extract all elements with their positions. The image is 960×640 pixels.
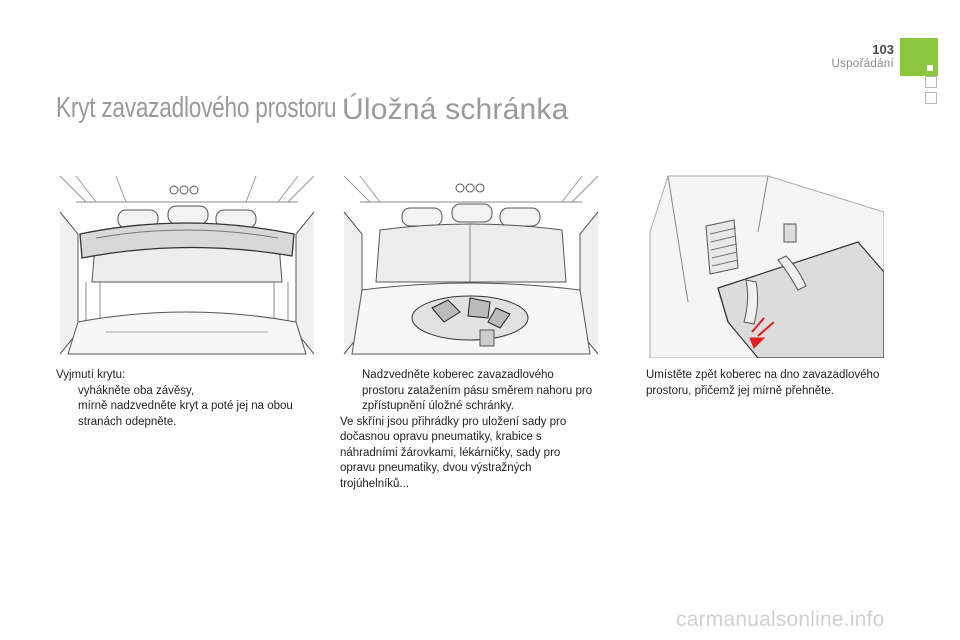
left-column-text bbox=[56, 368, 318, 430]
watermark: carmanualsonline.info bbox=[676, 608, 885, 631]
right-column-text bbox=[624, 368, 886, 399]
storage-box-illustration bbox=[340, 172, 602, 358]
section-title-cover: Kryt zavazadlového prostoru bbox=[56, 92, 337, 124]
storage-description: Ve skříni jsou přihrádky pro uložení sady pro dočasnou opravu pneumatiky, krabice s náhradními žárovkami, lékárničky, sady pro opravu pneumatiky, dvou výstražných trojúhelníků... bbox=[340, 415, 567, 490]
middle-column-text bbox=[340, 368, 596, 492]
chapter-tab[interactable] bbox=[925, 92, 937, 104]
section-title-storage: Úložná schránka bbox=[342, 93, 569, 126]
page-number: 103 bbox=[872, 42, 894, 57]
list-item: mírně nadzvedněte kryt a poté jej na obou stranách odepněte. bbox=[78, 400, 293, 428]
chapter-tab[interactable] bbox=[925, 76, 937, 88]
list-item: Umístěte zpět koberec na dno zavazadlového prostoru, přičemž jej mírně přehněte. bbox=[646, 369, 880, 397]
boot-cover-illustration bbox=[56, 172, 318, 358]
list-item: Nadzvedněte koberec zavazadlového prostoru zatažením pásu směrem nahoru pro zpřístupnění úložné schránky. bbox=[362, 369, 593, 412]
list-item: vyhákněte oba závěsy, bbox=[78, 384, 195, 397]
removal-intro: Vyjmutí krytu: bbox=[56, 369, 126, 381]
chapter-tab-active[interactable] bbox=[900, 38, 938, 76]
section-label: Uspořádání bbox=[831, 58, 894, 70]
floor-replace-illustration bbox=[648, 172, 884, 358]
